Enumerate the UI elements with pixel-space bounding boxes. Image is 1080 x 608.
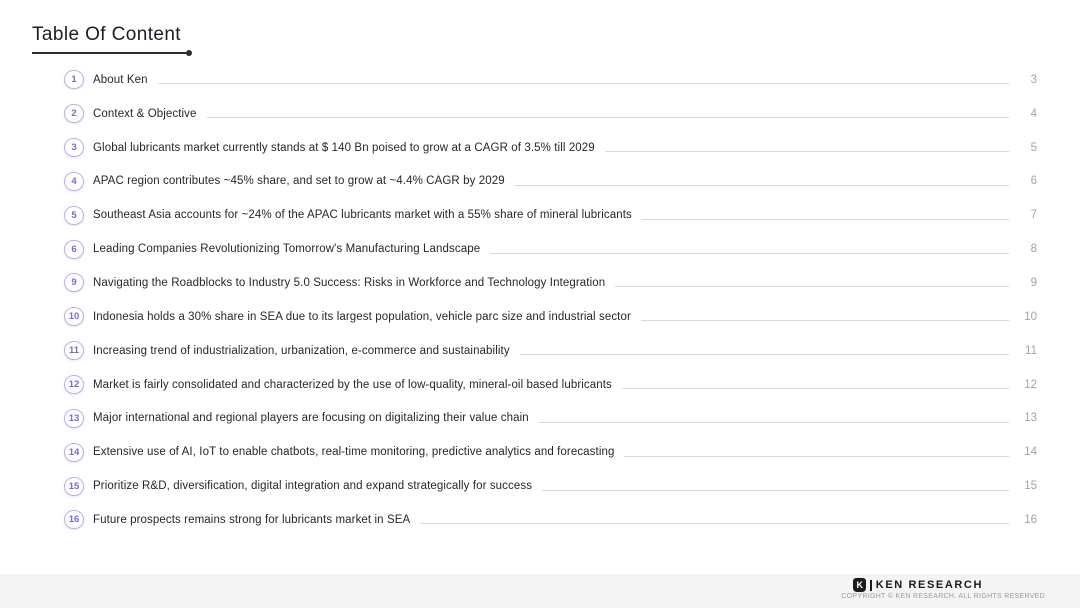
leader-line <box>542 490 1009 491</box>
item-number-badge: 15 <box>64 477 84 496</box>
leader-line <box>622 388 1009 389</box>
item-number-badge: 16 <box>64 510 84 529</box>
title-underline <box>32 52 188 54</box>
item-page-number: 3 <box>1030 73 1037 86</box>
item-label: Navigating the Roadblocks to Industry 5.0 Success: Risks in Workforce and Technology Integration <box>93 276 606 289</box>
copyright-text: COPYRIGHT © KEN RESEARCH. ALL RIGHTS RESERVED <box>841 593 1045 600</box>
leader-line <box>641 320 1009 321</box>
toc-row[interactable] <box>64 63 1037 97</box>
item-number-badge: 12 <box>64 375 84 394</box>
leader-line <box>605 151 1009 152</box>
item-page-number: 11 <box>1025 344 1037 357</box>
leader-line <box>615 286 1009 287</box>
item-page-number: 5 <box>1030 141 1037 154</box>
brand-name: KEN RESEARCH <box>875 579 983 591</box>
toc-list <box>64 63 1037 537</box>
toc-row[interactable] <box>64 300 1037 334</box>
item-number-badge: 6 <box>64 240 84 259</box>
item-page-number: 10 <box>1024 310 1037 323</box>
item-label: Indonesia holds a 30% share in SEA due to its largest population, vehicle parc size and industrial sector <box>93 310 631 323</box>
item-label: Leading Companies Revolutionizing Tomorrow's Manufacturing Landscape <box>93 243 481 256</box>
brand-row <box>853 578 983 592</box>
item-page-number: 8 <box>1030 243 1037 256</box>
toc-row[interactable] <box>64 469 1037 503</box>
item-label: Global lubricants market currently stands at $ 140 Bn poised to grow at a CAGR of 3.5% till 2029 <box>93 141 595 154</box>
toc-row[interactable] <box>64 165 1037 199</box>
leader-line <box>624 456 1009 457</box>
item-label: Future prospects remains strong for lubricants market in SEA <box>93 513 411 526</box>
toc-row[interactable] <box>64 401 1037 435</box>
item-label: Major international and regional players are focusing on digitalizing their value chain <box>93 412 529 425</box>
item-number-badge: 4 <box>64 172 84 191</box>
item-number-badge: 1 <box>64 70 84 89</box>
brand-divider <box>870 580 872 591</box>
page-title: Table Of Content <box>32 24 181 45</box>
underline-end-dot <box>186 50 192 56</box>
toc-row[interactable] <box>64 266 1037 300</box>
item-page-number: 16 <box>1024 513 1037 526</box>
item-page-number: 7 <box>1030 209 1037 222</box>
item-label: Southeast Asia accounts for ~24% of the APAC lubricants market with a 55% share of mineral lubricants <box>93 209 632 222</box>
item-number-badge: 2 <box>64 104 84 123</box>
item-page-number: 6 <box>1030 175 1037 188</box>
page-header <box>32 24 188 54</box>
item-label: Prioritize R&D, diversification, digital integration and expand strategically for success <box>93 480 533 493</box>
item-page-number: 13 <box>1024 412 1037 425</box>
item-label: Context & Objective <box>93 107 197 120</box>
item-label: Market is fairly consolidated and characterized by the use of low-quality, mineral-oil based lubricants <box>93 378 612 391</box>
item-number-badge: 5 <box>64 206 84 225</box>
toc-row[interactable] <box>64 97 1037 131</box>
leader-line <box>207 117 1009 118</box>
ken-research-logo-icon: K <box>853 578 866 592</box>
item-page-number: 14 <box>1024 446 1037 459</box>
leader-line <box>642 219 1009 220</box>
toc-row[interactable] <box>64 232 1037 266</box>
item-number-badge: 13 <box>64 409 84 428</box>
leader-line <box>515 185 1009 186</box>
item-number-badge: 9 <box>64 273 84 292</box>
leader-line <box>539 422 1009 423</box>
leader-line <box>520 354 1009 355</box>
item-label: Extensive use of AI, IoT to enable chatbots, real-time monitoring, predictive analytics and forecasting <box>93 446 615 459</box>
toc-row[interactable] <box>64 131 1037 165</box>
item-page-number: 9 <box>1030 276 1037 289</box>
item-label: About Ken <box>93 73 148 86</box>
item-number-badge: 14 <box>64 443 84 462</box>
toc-row[interactable] <box>64 368 1037 402</box>
item-number-badge: 3 <box>64 138 84 157</box>
toc-row[interactable] <box>64 435 1037 469</box>
item-number-badge: 10 <box>64 307 84 326</box>
item-number-badge: 11 <box>64 341 84 360</box>
item-page-number: 12 <box>1024 378 1037 391</box>
toc-row[interactable] <box>64 198 1037 232</box>
item-page-number: 4 <box>1030 107 1037 120</box>
footer-bar <box>0 574 1080 608</box>
item-label: APAC region contributes ~45% share, and set to grow at ~4.4% CAGR by 2029 <box>93 175 505 188</box>
leader-line <box>490 253 1009 254</box>
leader-line <box>158 83 1009 84</box>
item-label: Increasing trend of industrialization, urbanization, e-commerce and sustainability <box>93 344 510 357</box>
item-page-number: 15 <box>1024 480 1037 493</box>
toc-row[interactable] <box>64 503 1037 537</box>
leader-line <box>420 523 1009 524</box>
toc-row[interactable] <box>64 334 1037 368</box>
